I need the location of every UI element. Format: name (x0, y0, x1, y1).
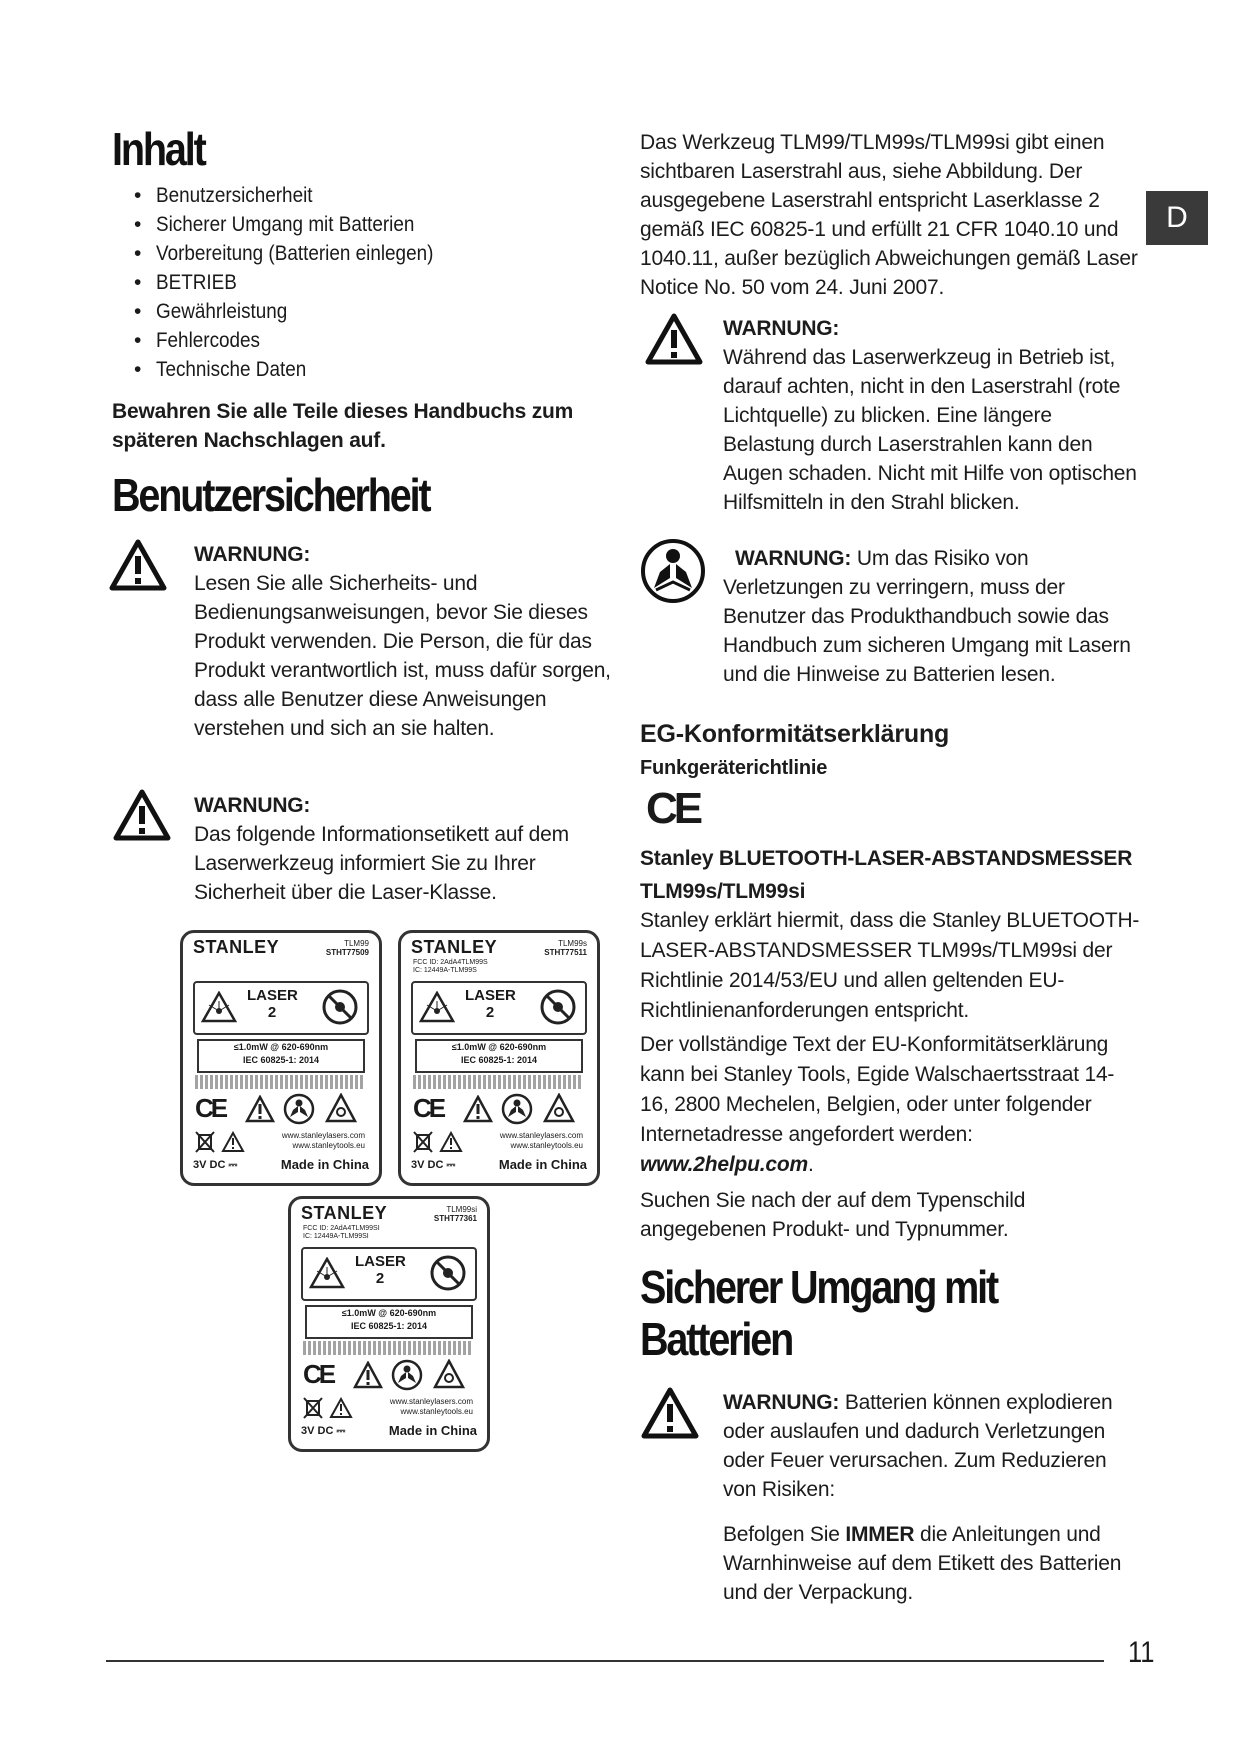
toc-item[interactable]: • BETRIEB (130, 268, 610, 297)
label-model: TLM99s (558, 939, 587, 948)
warning5-heading: WARNUNG: (723, 1391, 840, 1414)
contents-list (130, 181, 610, 384)
warning4-heading: WARNUNG: (735, 547, 852, 570)
label-voltage: 3V DC ⎓ (193, 1159, 238, 1171)
warning-triangle-icon (245, 1095, 275, 1123)
laser-word: LASER (247, 987, 298, 1004)
label-made-in: Made in China (498, 1157, 587, 1172)
laser-standard: IEC 60825-1: 2014 (460, 1055, 538, 1065)
laser-word: LASER (355, 1253, 406, 1270)
laser-class-box (193, 981, 369, 1035)
search-paragraph: Suchen Sie nach der auf dem Typenschild angegebenen Produkt- und Typnummer. (640, 1189, 1026, 1241)
label-ic-id: IC: 12449A-TLM99S (413, 967, 477, 974)
label-web2: www.stanleytools.eu (292, 1141, 365, 1150)
warning-triangle-icon (108, 538, 168, 592)
read-manual-icon (501, 1093, 533, 1125)
language-tab: D (1146, 191, 1208, 245)
warning4 (723, 544, 1143, 689)
read-manual-icon (391, 1359, 423, 1391)
laser-spec-box (415, 1039, 583, 1073)
label-websites (467, 1131, 583, 1151)
ce-mark: CE (646, 784, 700, 833)
weee-bin-icon (413, 1131, 433, 1153)
toc-item[interactable]: • Vorbereitung (Batterien einlegen) (130, 239, 610, 268)
eg-conformity-subtitle: Funkgeräterichtlinie (640, 757, 828, 779)
laser-class: 2 (267, 1004, 277, 1021)
laser-label (398, 930, 600, 1186)
warning-triangle-icon (463, 1095, 493, 1123)
warning-triangle-icon (329, 1397, 353, 1419)
hazard-triangle-icon (543, 1093, 575, 1123)
label-web2: www.stanleytools.eu (510, 1141, 583, 1150)
label-web1: www.stanleylasers.com (389, 1397, 473, 1406)
hazard-triangle-icon (325, 1093, 357, 1123)
label-ic-id: IC: 12449A-TLM99SI (303, 1233, 369, 1240)
laser-warning-icon (419, 991, 455, 1023)
warning3-text: Während das Laserwerkzeug in Betrieb ist, darauf achten, nicht in den Laserstrahl (rote Lichtquelle) zu blicken. Eine längere Belastung durch Laserstrahlen kann den Augen schaden. Nicht mit Hilfe von optischen Hilfsmitteln in den Strahl blicken. (723, 346, 1137, 514)
label-fine-print (413, 1075, 583, 1089)
laser-power: ≤1.0mW @ 620-690nm (233, 1042, 329, 1052)
support-url-link[interactable]: www.2helpu.com (640, 1153, 808, 1176)
warning1 (194, 540, 624, 743)
laser-class-box (411, 981, 587, 1035)
toc-item[interactable]: • Sicherer Umgang mit Batterien (130, 210, 610, 239)
label-sku: STHT77509 (325, 948, 369, 957)
toc-item[interactable]: • Technische Daten (130, 355, 610, 384)
read-manual-icon (640, 538, 706, 604)
user-safety-title: Benutzersicherheit (112, 469, 430, 521)
laser-spec-box (197, 1039, 365, 1073)
label-model-info (407, 1205, 477, 1223)
keep-manual-note: Bewahren Sie alle Teile dieses Handbuchs zum späteren Nachschlagen auf. (112, 400, 574, 452)
label-model-info (517, 939, 587, 957)
label-fcc (303, 1225, 380, 1241)
laser-power: ≤1.0mW @ 620-690nm (341, 1308, 437, 1318)
warning1-heading: WARNUNG: (194, 543, 311, 566)
label-voltage: 3V DC ⎓ (301, 1425, 346, 1437)
label-ce-mark: CE (303, 1359, 334, 1389)
laser-standard: IEC 60825-1: 2014 (242, 1055, 320, 1065)
contents-title: Inhalt (112, 123, 205, 175)
no-stare-icon (429, 1254, 467, 1292)
laser-class-box (301, 1247, 477, 1301)
label-fcc-id: FCC ID: 2AdA4TLM99SI (303, 1225, 380, 1232)
label-voltage: 3V DC ⎓ (411, 1159, 456, 1171)
no-stare-icon (321, 988, 359, 1026)
laser-power: ≤1.0mW @ 620-690nm (451, 1042, 547, 1052)
fulltext-paragraph (640, 1030, 1140, 1180)
product-name-line1: Stanley BLUETOOTH-LASER-ABSTANDSMESSER (640, 847, 1133, 870)
warning-triangle-icon (112, 788, 172, 842)
laser-warning-icon (201, 991, 237, 1023)
label-fine-print (195, 1075, 365, 1089)
laser-spec-box (305, 1305, 473, 1339)
label-model-info (299, 939, 369, 957)
label-brand: STANLEY (193, 937, 280, 957)
warning2-text: Das folgende Informationsetikett auf dem Laserwerkzeug informiert Sie zu Ihrer Sicherheit über die Laser-Klasse. (194, 823, 569, 904)
label-fcc-id: FCC ID: 2AdA4TLM99S (413, 959, 488, 966)
label-fine-print (303, 1341, 473, 1355)
always-follow-paragraph (723, 1520, 1143, 1607)
warning-triangle-icon (439, 1131, 463, 1153)
label-model: TLM99si (446, 1205, 477, 1214)
laser-warning-icon (309, 1257, 345, 1289)
label-web1: www.stanleylasers.com (499, 1131, 583, 1140)
always-prefix: Befolgen Sie (723, 1523, 846, 1546)
eg-conformity-title: EG-Konformitätserklärung (640, 720, 950, 748)
warning4-text: Um das Risiko von Verletzungen zu verringern, muss der Benutzer das Produkthandbuch sowie das Handbuch zum sicheren Umgang mit Lasern und die Hinweise zu Batterien lesen. (723, 547, 1131, 686)
no-stare-icon (539, 988, 577, 1026)
product-name-line2: TLM99s/TLM99si (640, 880, 806, 903)
hazard-triangle-icon (433, 1359, 465, 1389)
label-sku: STHT77511 (544, 948, 587, 957)
battery-safety-title: Sicherer Umgang mit Batterien (640, 1261, 998, 1365)
weee-bin-icon (195, 1131, 215, 1153)
warning2 (194, 791, 614, 907)
fulltext-end: . (807, 1153, 814, 1176)
warning-triangle-icon (644, 312, 704, 366)
declaration-paragraph: Stanley erklärt hiermit, dass die Stanley BLUETOOTH-LASER-ABSTANDSMESSER TLM99s/TLM99si der Richtlinie 2014/53/EU und allen geltenden EU-Richtlinienanforderungen entspricht. (640, 909, 1140, 1022)
label-model: TLM99 (344, 939, 369, 948)
label-sku: STHT77361 (433, 1214, 477, 1223)
label-ce-mark: CE (413, 1093, 444, 1123)
warning5-block (723, 1388, 1143, 1504)
label-websites (357, 1397, 473, 1417)
warning2-heading: WARNUNG: (194, 794, 311, 817)
warning5-text: Batterien können explodieren oder auslaufen und dadurch Verletzungen oder Feuer verursachen. Zum Reduzieren von Risiken: (723, 1391, 1113, 1501)
laser-class: 2 (375, 1270, 385, 1287)
laser-standard: IEC 60825-1: 2014 (350, 1321, 428, 1331)
label-ce-mark: CE (195, 1093, 226, 1123)
weee-bin-icon (303, 1397, 323, 1419)
label-fcc (413, 959, 488, 975)
label-brand: STANLEY (411, 937, 498, 957)
label-web1: www.stanleylasers.com (281, 1131, 365, 1140)
label-brand: STANLEY (301, 1203, 388, 1223)
warning4-block (723, 544, 1143, 689)
warning5 (723, 1388, 1143, 1607)
toc-item[interactable]: • Benutzersicherheit (130, 181, 610, 210)
warning-triangle-icon (640, 1386, 700, 1440)
intro-paragraph: Das Werkzeug TLM99/TLM99s/TLM99si gibt einen sichtbaren Laserstrahl aus, siehe Abbildung. Der ausgegebene Laserstrahl entspricht Laserklasse 2 gemäß IEC 60825-1 und erfüllt 21 CFR 1040.10 und 1040.11, außer bezüglich Abweichungen gemäß Laser Notice No. 50 vom 24. Juni 2007. (640, 131, 1138, 299)
warning-triangle-icon (353, 1361, 383, 1389)
page-number: 11 (1128, 1636, 1155, 1669)
fulltext-text: Der vollständige Text der EU-Konformitätserklärung kann bei Stanley Tools, Egide Walschaertsstraat 14-16, 2800 Mechelen, Belgien, oder unter folgender Internetadresse angefordert werden: (640, 1033, 1115, 1146)
label-web2: www.stanleytools.eu (400, 1407, 473, 1416)
warning3 (723, 314, 1143, 517)
always-word: IMMER (845, 1523, 915, 1546)
warning1-text: Lesen Sie alle Sicherheits- und Bedienungsanweisungen, bevor Sie dieses Produkt verwenden. Die Person, die für das Produkt verantwortlich ist, muss dafür sorgen, dass alle Benutzer diese Anweisungen verstehen und sich an sie halten. (194, 572, 611, 740)
laser-label (180, 930, 382, 1186)
label-made-in: Made in China (388, 1423, 477, 1438)
toc-item[interactable]: • Gewährleistung (130, 297, 610, 326)
footer-rule (106, 1660, 1104, 1662)
toc-item[interactable]: • Fehlercodes (130, 326, 610, 355)
laser-word: LASER (465, 987, 516, 1004)
always-rest: die Anleitungen und Warnhinweise auf dem Etikett des Batterien und der Verpackung. (723, 1523, 1122, 1604)
warning3-heading: WARNUNG: (723, 317, 840, 340)
warning-triangle-icon (221, 1131, 245, 1153)
laser-class: 2 (485, 1004, 495, 1021)
label-websites (249, 1131, 365, 1151)
read-manual-icon (283, 1093, 315, 1125)
laser-label (288, 1196, 490, 1452)
label-made-in: Made in China (280, 1157, 369, 1172)
